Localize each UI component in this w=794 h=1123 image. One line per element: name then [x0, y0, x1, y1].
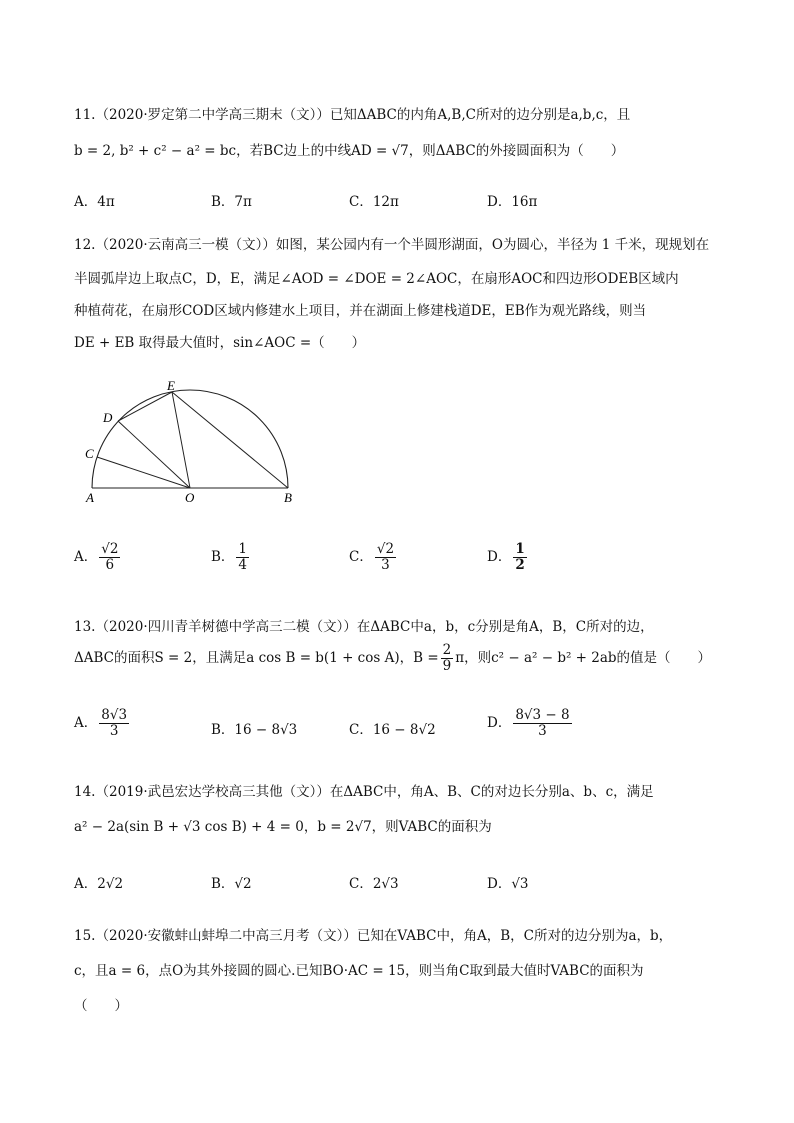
q15-line1 [74, 924, 672, 944]
q11-source: （2020·罗定第二中学高三期末（文）） [95, 107, 330, 123]
semicircle-arc [92, 390, 288, 488]
label-b: B [284, 490, 292, 505]
q12-source: （2020·云南高三一模（文）） [95, 237, 276, 253]
q15-source: （2020·安徽蚌山蚌埠二中高三月考（文）） [95, 928, 357, 944]
q12-line4: DE + EB 取得最大值时，sin∠AOC =（ ） [74, 335, 366, 351]
q12-option-c: C． $\frac{√2}{3}$ [349, 541, 395, 573]
q13-option-c: C．16 − 8√2 [349, 722, 436, 738]
q12-text: 如图，某公园内有一个半圆形湖面，O为圆心，半径为 1 千米，现规划在 [275, 237, 710, 253]
q13-option-a: A． $\frac{8√3}{3}$ [74, 707, 128, 739]
q11-option-b: B．7π [211, 194, 252, 210]
q12-option-d: D． $\frac{1}{2}$ [487, 541, 525, 573]
q11-option-a: A．4π [74, 194, 115, 210]
q13-line2: ΔABC的面积S = 2，且满足a cos B = b(1 + cos A)，B = $\frac{2}{9}$ π，则c² − a² − b² + 2ab的值是（ ） [74, 642, 712, 674]
q13-option-d-fraction: $\frac{8√3 - 8}{3}$ [515, 707, 570, 739]
q14-number: 14. [74, 784, 96, 800]
q13-b-fraction: $\frac{2}{9}$ [442, 642, 452, 674]
q12-option-c-fraction: $\frac{√2}{3}$ [376, 541, 395, 573]
q14-source: （2019·武邑宏达学校高三其他（文）） [95, 784, 330, 800]
q12-number: 12. [74, 237, 96, 253]
q14-line1 [74, 780, 654, 800]
q13-option-a-fraction: $\frac{8√3}{3}$ [101, 707, 128, 739]
segment-eb [172, 392, 288, 488]
label-o: O [185, 490, 195, 505]
label-e: E [167, 378, 175, 393]
segment-oc [97, 457, 190, 488]
q12-option-b: B． $\frac{1}{4}$ [211, 541, 248, 573]
q13-option-d: D． $\frac{8√3 - 8}{3}$ [487, 707, 570, 739]
q12-option-a: A． $\frac{√2}{6}$ [74, 541, 119, 573]
q14-option-a: A．2√2 [74, 876, 124, 892]
semicircle-diagram [80, 376, 310, 506]
q12-line2: 半圆弧岸边上取点C，D，E，满足∠AOD = ∠DOE = 2∠AOC，在扇形AOC和四边形ODEB区域内 [74, 271, 679, 287]
q14-option-c: C．2√3 [349, 876, 399, 892]
q11-number: 11. [74, 107, 96, 123]
label-a: A [86, 490, 94, 505]
q11-line2: b = 2, b² + c² − a² = bc，若BC边上的中线AD = √7，则ΔABC的外接圆面积为（ ） [74, 143, 625, 159]
segment-de [118, 392, 172, 421]
q12-option-d-fraction: $\frac{1}{2}$ [515, 541, 525, 573]
q11-option-d: D．16π [487, 194, 538, 210]
q13-source: （2020·四川青羊树德中学高三二模（文）） [95, 619, 357, 635]
q13-text: 在ΔABC中a，b，c分别是角A，B，C所对的边， [356, 619, 654, 635]
q15-text: 已知在VABC中，角A，B，C所对的边分别为a，b， [356, 928, 673, 944]
label-c: C [85, 446, 94, 461]
q13-option-b: B．16 − 8√3 [211, 722, 298, 738]
q13-number: 13. [74, 619, 96, 635]
label-d: D [103, 410, 113, 425]
q14-option-d: D．√3 [487, 876, 529, 892]
q11-text: 已知ΔABC的内角A,B,C所对的边分别是a,b,c，且 [329, 107, 631, 123]
q14-line2: a² − 2a(sin B + √3 cos B) + 4 = 0，b = 2√7，则VABC的面积为 [74, 819, 492, 835]
q15-line2: c，且a = 6，点O为其外接圆的圆心.已知BO·AC = 15，则当角C取到最大值时VABC的面积为 [74, 963, 644, 979]
q12-option-b-fraction: $\frac{1}{4}$ [238, 541, 248, 573]
q11-option-c: C．12π [349, 194, 399, 210]
q15-number: 15. [74, 928, 96, 944]
q12-option-a-fraction: $\frac{√2}{6}$ [101, 541, 119, 573]
q12-line1 [74, 233, 709, 253]
q13-line1 [74, 615, 654, 635]
q11-line1 [74, 103, 630, 123]
q14-text: 在ΔABC中，角A、B、C的对边长分别a、b、c，满足 [329, 784, 654, 800]
q14-option-b: B．√2 [211, 876, 252, 892]
q15-line3: （ ） [74, 998, 128, 1014]
q12-line3: 种植荷花，在扇形COD区域内修建水上项目，并在湖面上修建栈道DE，EB作为观光路线，则当 [74, 303, 647, 319]
